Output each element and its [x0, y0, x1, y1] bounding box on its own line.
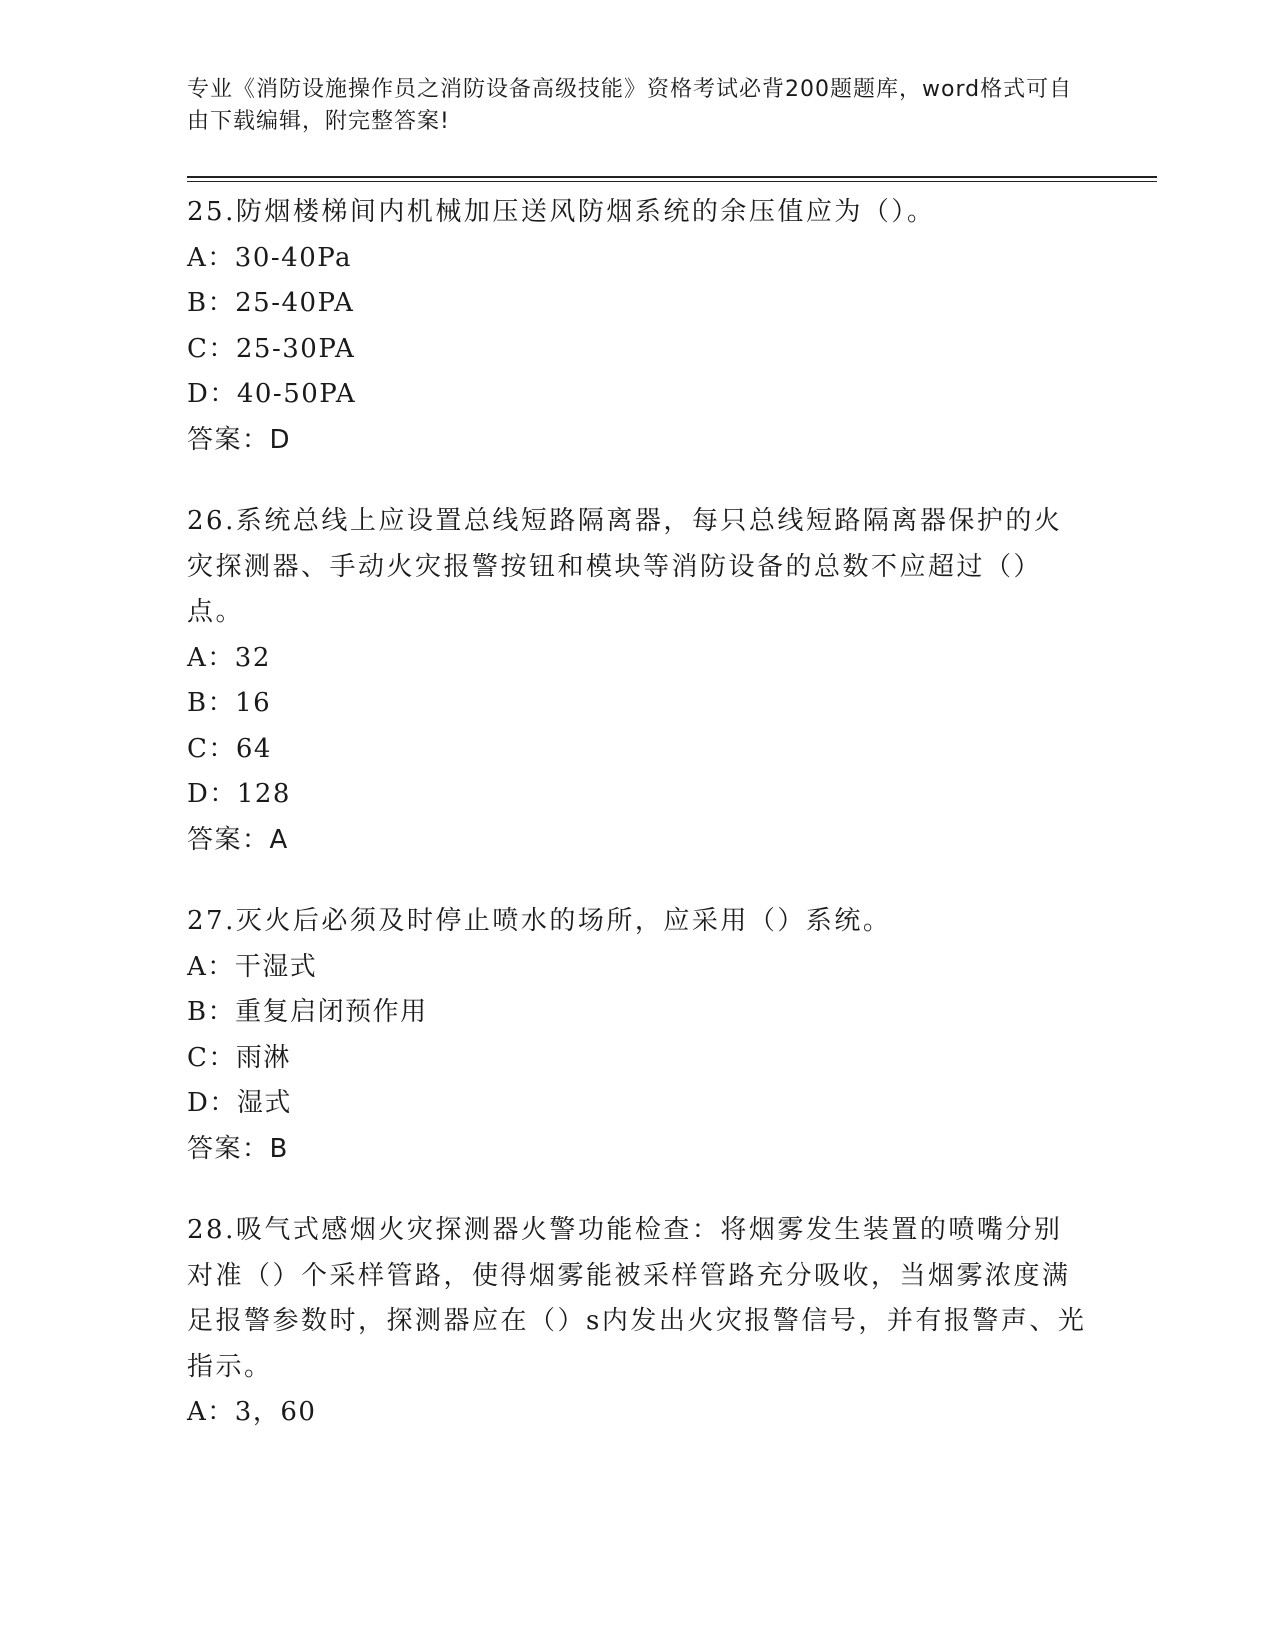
question-stem: 26.系统总线上应设置总线短路隔离器，每只总线短路隔离器保护的火灾探测器、手动火灾报警按钮和模块等消防设备的总数不应超过（）点。: [187, 506, 1063, 627]
option-c: C：64: [187, 733, 272, 764]
option-c: C：25-30PA: [187, 333, 356, 364]
option-b: B：重复启闭预作用: [187, 997, 428, 1027]
question-stem: 28.吸气式感烟火灾探测器火警功能检查：将烟雾发生装置的喷嘴分别对准（）个采样管路，使得烟雾能被采样管路充分吸收，当烟雾浓度满足报警参数时，探测器应在（）s内发出火灾报警信号，并有报警声、光指示。: [187, 1215, 1087, 1382]
question-25: [187, 190, 1087, 463]
answer-line: 答案：A: [187, 824, 289, 855]
option-b: B：16: [187, 688, 272, 718]
question-list: [187, 190, 1087, 1472]
document-header: [187, 74, 1087, 138]
option-a: A：3，60: [187, 1397, 317, 1427]
option-c: C：雨淋: [187, 1042, 291, 1073]
question-stem: 25.防烟楼梯间内机械加压送风防烟系统的余压值应为（）。: [187, 197, 936, 227]
option-d: D：40-50PA: [187, 379, 357, 409]
option-b: B：25-40PA: [187, 288, 355, 318]
option-d: D：湿式: [187, 1088, 292, 1118]
option-d: D：128: [187, 779, 291, 809]
header-divider: [187, 176, 1157, 182]
question-27: [187, 899, 1087, 1172]
answer-line: 答案：D: [187, 424, 292, 455]
question-stem: 27.灭火后必须及时停止喷水的场所，应采用（）系统。: [187, 906, 892, 936]
option-a: A：30-40Pa: [187, 242, 353, 273]
option-a: A：干湿式: [187, 951, 318, 982]
option-a: A：32: [187, 642, 271, 673]
question-28: [187, 1208, 1087, 1436]
header-intro-text: 专业《消防设施操作员之消防设备高级技能》资格考试必背200题题库，word格式可自由下载编辑，附完整答案!: [187, 77, 1073, 134]
question-26: [187, 499, 1087, 863]
answer-line: 答案：B: [187, 1133, 289, 1164]
